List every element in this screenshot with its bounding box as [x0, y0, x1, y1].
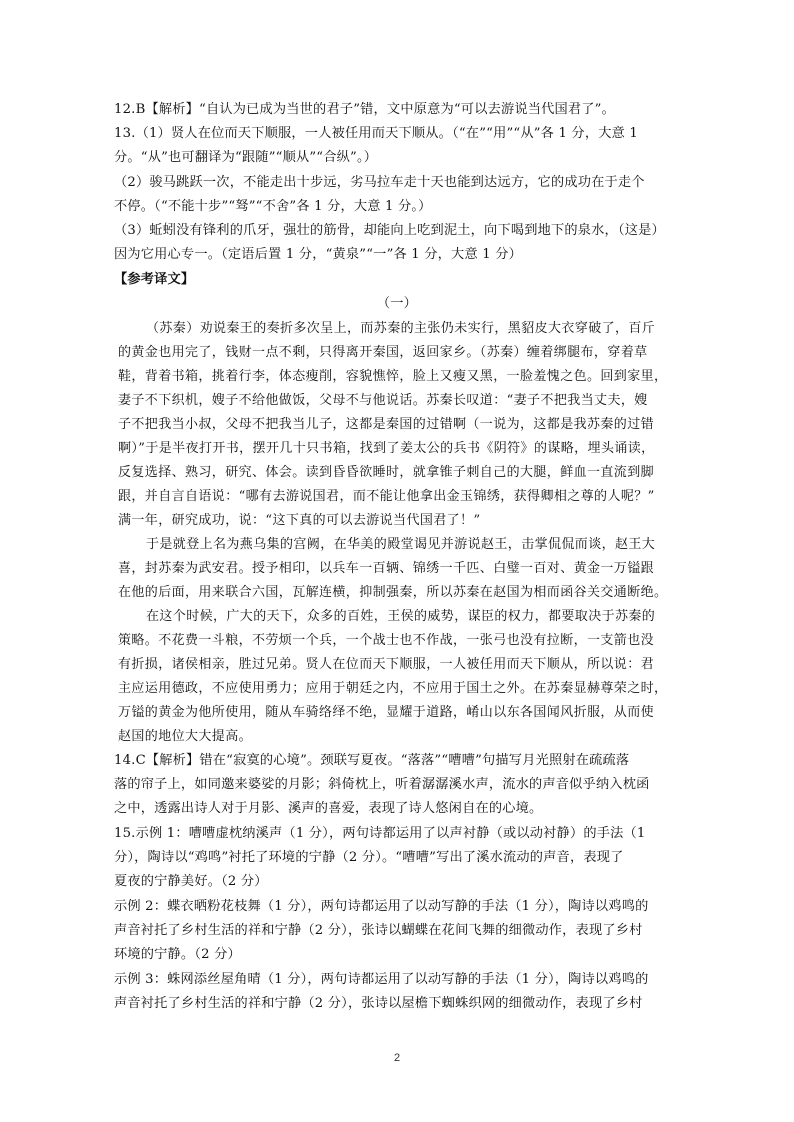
- translation-line: 妻子不下织机，嫂子不给他做饭，父母不与他说话。苏秦长叹道：“妻子不把我当丈夫，嫂: [118, 393, 648, 408]
- answer-15-line: 示例 3：蛛网添丝屋角晴（1 分），两句诗都运用了以动写静的手法（1 分），陶诗以鸡鸣的: [114, 972, 649, 987]
- answer-13-line: （2）骏马跳跃一次，不能走出十步远，劣马拉车走十天也能到达远方，它的成功在于走个: [114, 175, 645, 190]
- answer-13-line: 不停。（“不能十步”“驽”“不舍”各 1 分，大意 1 分。）: [114, 199, 432, 214]
- answer-14-line: 14.C【解析】错在“寂寞的心境”。颈联写夏夜。“落落”“嘈嘈”句描写月光照射在疏疏落: [114, 753, 630, 768]
- translation-line: 策略。不花费一斗粮，不劳烦一个兵，一个战士也不作战，一张弓也没有拉断，一支箭也没: [118, 633, 655, 648]
- answer-15-line: 夏夜的宁静美好。（2 分）: [114, 874, 268, 889]
- answer-15-line: 环境的宁静。（2 分）: [114, 947, 241, 962]
- answer-14-line: 之中，透露出诗人对于月影、溪声的喜爱，表现了诗人悠闲自在的心境。: [114, 801, 543, 816]
- translation-line: 赵国的地位大大提高。: [118, 729, 253, 744]
- translation-line: 万镒的黄金为他所使用，随从车骑络绎不绝，显耀于道路，崤山以东各国闻风折服，从而使: [118, 705, 655, 720]
- translation-line: 的黄金也用完了，钱财一点不剩，只得离开秦国，返回家乡。（苏秦）缠着绑腿布，穿着草: [118, 345, 648, 360]
- section-subheading: （一）: [376, 296, 418, 311]
- translation-line: 反复选择、熟习，研究、体会。读到昏昏欲睡时，就拿锥子刺自己的大腿，鲜血一直流到脚: [118, 465, 655, 480]
- answer-14-line: 落的帘子上，如同邀来婆娑的月影；斜倚枕上，听着潺潺溪水声，流水的声音似乎纳入枕函: [114, 777, 650, 792]
- answer-15-line: 分），陶诗以“鸡鸣”衬托了环境的宁静（2 分）。“嘈嘈”写出了溪水流动的声音，表现了: [114, 850, 624, 865]
- answer-13-line: 因为它用心专一。（定语后置 1 分，“黄泉”“一”各 1 分，大意 1 分）: [114, 247, 522, 262]
- translation-line: 跟，并自言自语说：“哪有去游说国君，而不能让他拿出金玉锦绣，获得卿相之尊的人呢？”: [118, 489, 655, 504]
- answer-13-line: 分。“从”也可翻译为“跟随”“顺从”“合纵”。）: [114, 150, 378, 165]
- translation-line: 有折损，诸侯相亲，胜过兄弟。贤人在位而天下顺服，一人被任用而天下顺从，所以说：君: [118, 657, 655, 672]
- answer-12: 12.B【解析】“自认为已成为当世的君子”错，文中原意为“可以去游说当代国君了”。: [114, 102, 616, 117]
- translation-line: 鞋，背着书箱，挑着行李，体态瘦削，容貌憔悴，脸上又瘦又黑，一脸羞愧之色。回到家里，: [118, 369, 668, 384]
- answer-15-line: 声音衬托了乡村生活的祥和宁静（2 分），张诗以屋檐下蜘蛛织网的细微动作，表现了乡村: [114, 996, 643, 1011]
- translation-line: 主应运用德政，不应使用勇力；应用于朝廷之内，不应用于国土之外。在苏秦显赫尊荣之时，: [118, 681, 668, 696]
- translation-line: 子不把我当小叔，父母不把我当儿子，这都是秦国的过错啊（一说为，这都是我苏秦的过错: [118, 417, 655, 432]
- translation-line: 在这个时候，广大的天下，众多的百姓，王侯的威势，谋臣的权力，都要取决于苏秦的: [146, 609, 656, 624]
- answer-15-line: 声音衬托了乡村生活的祥和宁静（2 分），张诗以蝴蝶在花间飞舞的细微动作，表现了乡村: [114, 923, 643, 938]
- translation-line: （苏秦）劝说秦王的奏折多次呈上，而苏秦的主张仍未实行，黑貂皮大衣穿破了，百斤: [146, 321, 656, 336]
- translation-line: 于是就登上名为燕乌集的宫阙，在华美的殿堂谒见并游说赵王，击掌侃侃而谈，赵王大: [146, 537, 656, 552]
- translation-line: 啊）”于是半夜打开书，摆开几十只书箱，找到了姜太公的兵书《阴符》的谋略，埋头诵读，: [118, 441, 655, 456]
- translation-line: 在他的后面，用来联合六国，瓦解连横，抑制强秦，所以苏秦在赵国为相而函谷关交通断绝。: [118, 585, 668, 600]
- answer-13-line: 13.（1）贤人在位而天下顺服，一人被任用而天下顺从。（“在”“用”“从”各 1 分，大意 1: [114, 126, 638, 141]
- answer-13-line: （3）蚯蚓没有锋利的爪牙，强壮的筋骨，却能向上吃到泥土，向下喝到地下的泉水，（这是）: [114, 223, 665, 238]
- page-number: 2: [393, 1052, 401, 1064]
- answer-15-line: 示例 2：蝶衣晒粉花枝舞（1 分），两句诗都运用了以动写静的手法（1 分），陶诗以鸡鸣的: [114, 899, 649, 914]
- answer-15-line: 15.示例 1：嘈嘈虚枕纳溪声（1 分），两句诗都运用了以声衬静（或以动衬静）的手法（1: [114, 826, 646, 841]
- translation-line: 满一年，研究成功，说：“这下真的可以去游说当代国君了！”: [118, 513, 481, 528]
- translation-line: 喜，封苏秦为武安君。授予相印，以兵车一百辆、锦绣一千匹、白璧一百对、黄金一万镒跟: [118, 561, 655, 576]
- section-heading: 【参考译文】: [114, 272, 195, 287]
